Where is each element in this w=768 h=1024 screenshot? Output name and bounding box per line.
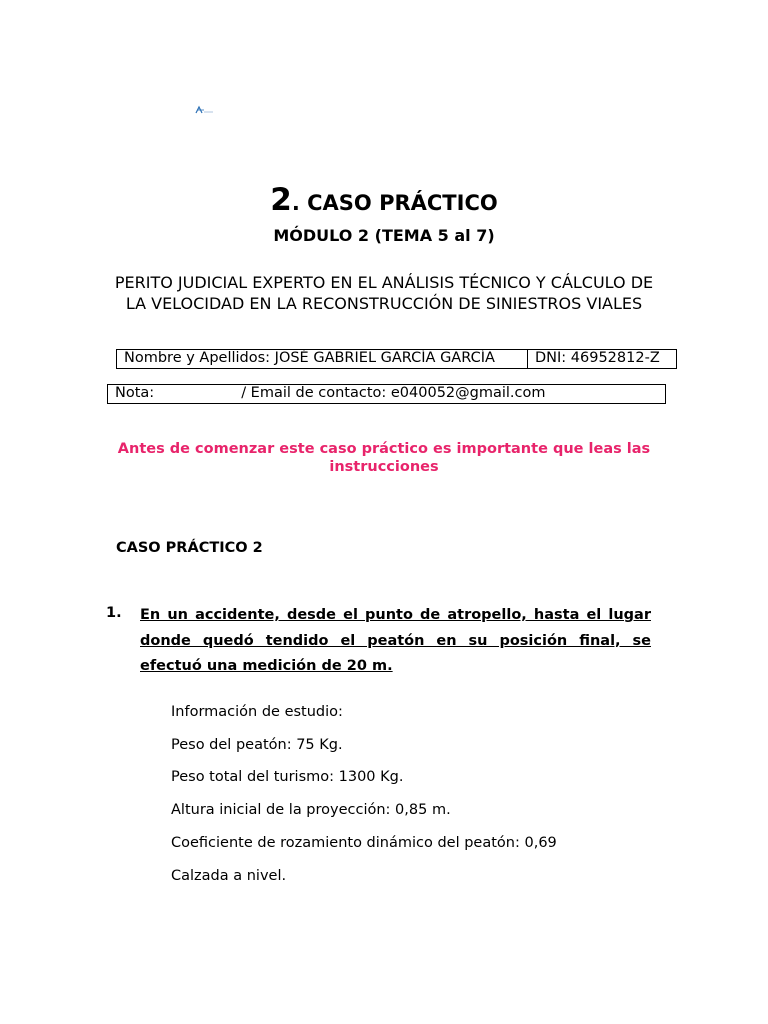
student-dni: DNI: 46952812-Z: [535, 350, 660, 366]
info-line: Peso total del turismo: 1300 Kg.: [171, 769, 404, 785]
info-line: Peso del peatón: 75 Kg.: [171, 737, 343, 753]
course-title: PERITO JUDICIAL EXPERTO EN EL ANÁLISIS TÉCNICO Y CÁLCULO DE LA VELOCIDAD EN LA RECONSTRUCCIÓN DE SINIESTROS VIALES: [114, 273, 654, 313]
institution-logo: [193, 100, 215, 110]
title-number: 2: [270, 182, 292, 218]
module-subtitle: MÓDULO 2 (TEMA 5 al 7): [273, 226, 495, 245]
student-info-box: [116, 349, 677, 369]
grade-contact-box: [107, 384, 666, 404]
contact-email: / Email de contacto: e040052@gmail.com: [241, 385, 546, 401]
title-text: . CASO PRÁCTICO: [291, 191, 498, 215]
info-line: Información de estudio:: [171, 704, 343, 720]
question-number: 1.: [106, 605, 122, 621]
case-heading: CASO PRÁCTICO 2: [116, 540, 263, 556]
grade-label: Nota:: [115, 385, 155, 401]
page-title: [0, 182, 768, 221]
student-name: Nombre y Apellidos: JOSÉ GABRIEL GARCÍA GARCÍA: [117, 350, 528, 368]
info-line: Altura inicial de la proyección: 0,85 m.: [171, 802, 451, 818]
question-text: En un accidente, desde el punto de atropello, hasta el lugar donde quedó tendido el peatón en su posición final, se efectuó una medición de 20 m.: [140, 607, 651, 674]
info-line: Calzada a nivel.: [171, 868, 287, 884]
info-line: Coeficiente de rozamiento dinámico del peatón: 0,69: [171, 835, 557, 851]
instructions-warning: Antes de comenzar este caso práctico es importante que leas las instrucciones: [117, 441, 651, 475]
